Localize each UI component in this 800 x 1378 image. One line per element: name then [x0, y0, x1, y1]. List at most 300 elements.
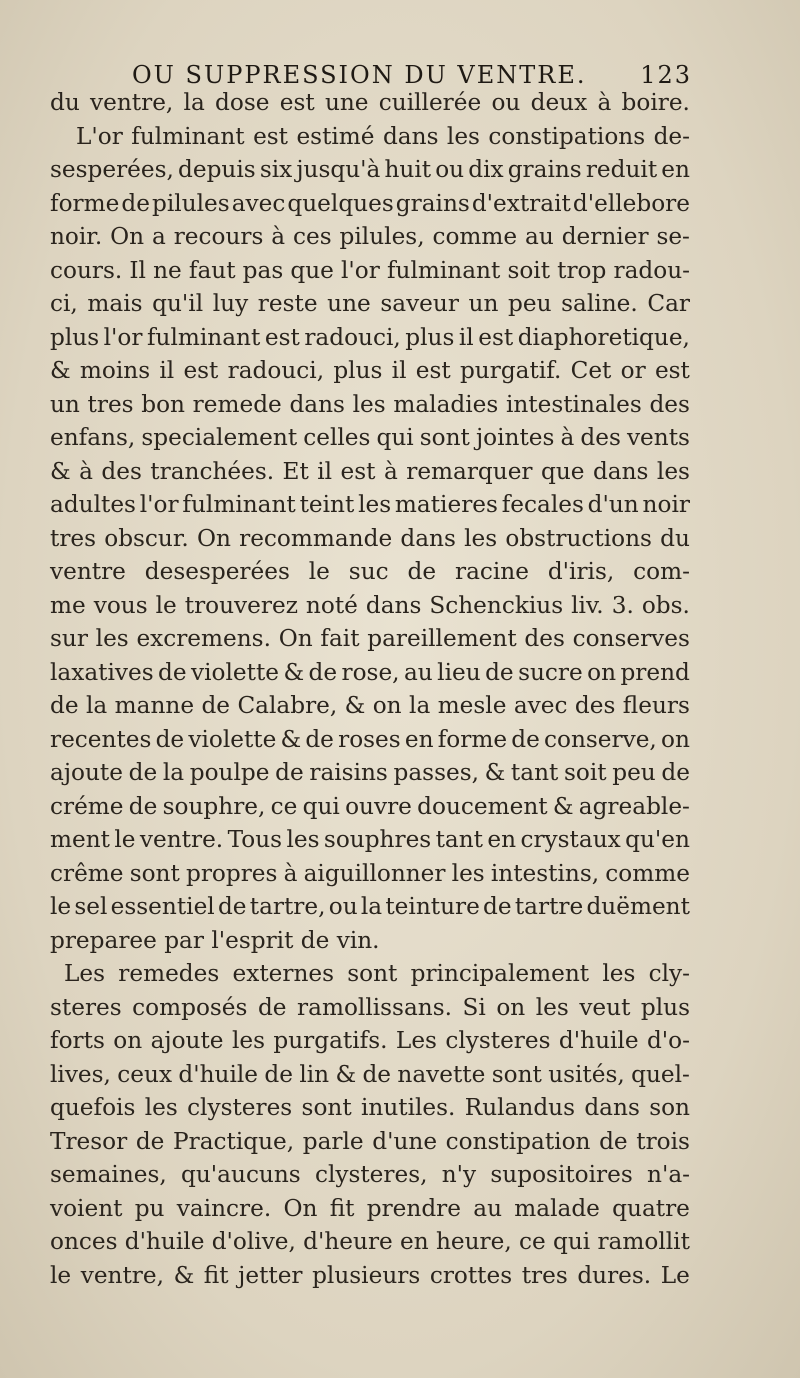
- word: sont: [129, 859, 180, 887]
- word: tant: [435, 826, 484, 853]
- word: de: [308, 658, 338, 686]
- word: trois: [636, 1127, 690, 1155]
- word: l'or: [139, 491, 179, 518]
- word: en: [400, 1228, 429, 1255]
- word: les: [535, 993, 569, 1021]
- word: &: [280, 725, 302, 753]
- word: Practique,: [173, 1127, 295, 1155]
- word: sel: [74, 893, 108, 920]
- word: l'or: [340, 256, 380, 284]
- word: de: [599, 1127, 628, 1155]
- word: d'o-: [646, 1027, 690, 1054]
- word: com-: [633, 558, 690, 585]
- text-line: [50, 254, 690, 288]
- word: depuis: [178, 156, 256, 183]
- word: est: [183, 357, 219, 384]
- word: &: [50, 457, 71, 485]
- word: au: [525, 223, 554, 250]
- word: jointes: [475, 424, 555, 451]
- word: les: [231, 1027, 265, 1054]
- word: ramollissans.: [297, 993, 452, 1021]
- word: maladies: [393, 390, 499, 418]
- word: ventre: [50, 558, 126, 585]
- word: manne: [114, 692, 195, 719]
- word: liv.: [571, 591, 604, 619]
- word: des: [524, 625, 565, 652]
- word: à: [271, 223, 286, 250]
- word: adultes: [50, 491, 136, 518]
- word: rose,: [341, 658, 400, 686]
- word: dans: [365, 591, 422, 619]
- word: &: [50, 357, 71, 384]
- word: qu'en: [625, 826, 690, 853]
- word: d'huile: [558, 1027, 639, 1054]
- text-line: [50, 354, 690, 388]
- word: reduit: [585, 156, 658, 183]
- word: on: [113, 1027, 143, 1054]
- word: ventre.: [139, 826, 224, 853]
- word: On: [283, 1194, 318, 1222]
- word: peu: [612, 759, 656, 786]
- word: roses: [338, 725, 401, 753]
- word: externes: [232, 960, 334, 987]
- word: lieu: [437, 658, 481, 686]
- word: en: [661, 156, 690, 183]
- word: trop: [557, 256, 607, 284]
- word: la: [360, 893, 383, 920]
- word: grains: [395, 189, 470, 217]
- word: dix: [468, 156, 504, 183]
- word: forts: [50, 1027, 105, 1054]
- word: violette: [191, 658, 280, 686]
- word: un: [50, 390, 80, 418]
- word: dans: [584, 1094, 640, 1121]
- text-line: [50, 1225, 690, 1259]
- word: il: [391, 357, 407, 384]
- word: les: [446, 122, 480, 150]
- word: de: [485, 658, 514, 686]
- word: d'ellebore: [572, 189, 690, 217]
- word: veut: [579, 993, 631, 1021]
- word: ce: [270, 792, 298, 820]
- word: on: [660, 725, 690, 753]
- word: Les: [64, 960, 106, 987]
- word: obstructions: [505, 524, 652, 552]
- word: n'y: [441, 1161, 477, 1188]
- word: d'iris,: [547, 558, 615, 585]
- word: souphres: [323, 826, 432, 853]
- word: suc: [348, 558, 389, 585]
- word: noté: [305, 591, 358, 619]
- text-line: [50, 455, 690, 489]
- word: des: [574, 692, 616, 719]
- word: crottes: [429, 1261, 513, 1289]
- word: jusqu'à: [296, 156, 381, 183]
- word: comme: [605, 859, 690, 887]
- word: Car: [647, 290, 690, 317]
- word: fit: [329, 1194, 355, 1222]
- word: enfans,: [50, 424, 136, 451]
- word: dans: [400, 524, 456, 552]
- word: qu'aucuns: [181, 1161, 301, 1188]
- word: plus: [50, 323, 100, 351]
- word: vaincre.: [176, 1194, 272, 1222]
- word: la: [85, 692, 108, 719]
- word: on: [496, 993, 526, 1021]
- word: dose: [215, 89, 270, 116]
- word: tartre: [514, 893, 584, 920]
- word: créme: [50, 792, 124, 820]
- word: ventre,: [90, 89, 174, 116]
- word: quefois: [50, 1094, 136, 1121]
- word: pas: [242, 256, 284, 284]
- text-line: [50, 86, 690, 120]
- word: sucre: [518, 658, 583, 686]
- word: tant: [510, 759, 559, 786]
- word: desesperées: [144, 558, 290, 585]
- word: fleurs: [622, 692, 690, 719]
- word: deux: [530, 89, 588, 116]
- text-line: [50, 1158, 690, 1192]
- word: d'huile: [124, 1228, 205, 1255]
- word: du: [50, 89, 80, 116]
- word: ventre,: [80, 1261, 164, 1289]
- word: de-: [653, 122, 690, 150]
- word: fecales: [501, 491, 584, 518]
- word: onces: [50, 1228, 118, 1255]
- word: dans: [289, 390, 345, 418]
- word: qui: [376, 424, 414, 451]
- word: pilules,: [339, 223, 425, 250]
- word: usités,: [548, 1060, 625, 1088]
- word: des: [580, 424, 621, 451]
- word: radouci,: [304, 323, 401, 351]
- word: fulminant: [131, 122, 245, 150]
- word: en: [404, 725, 434, 753]
- word: tres: [50, 524, 97, 552]
- word: propres: [185, 859, 278, 887]
- word: pareillement: [367, 625, 517, 652]
- word: ces: [293, 223, 332, 250]
- word: me: [50, 591, 86, 619]
- word: raisins: [309, 759, 388, 786]
- word: ou: [328, 893, 358, 920]
- word: mesle: [437, 692, 507, 719]
- word: L'or: [76, 122, 123, 150]
- word: de: [50, 692, 79, 719]
- text-line: [50, 957, 690, 991]
- word: de: [135, 1127, 165, 1155]
- word: ou: [435, 156, 465, 183]
- word: diaphoretique,: [517, 323, 690, 351]
- word: la: [162, 759, 185, 786]
- word: Tresor: [50, 1127, 128, 1155]
- word: d'une: [372, 1127, 438, 1155]
- text-line: [50, 756, 690, 790]
- word: aiguillonner: [303, 859, 446, 887]
- word: clysteres: [187, 1094, 293, 1121]
- word: reste: [257, 290, 318, 317]
- word: saline.: [561, 290, 638, 317]
- word: estimé: [296, 122, 375, 150]
- word: conserve,: [544, 725, 657, 753]
- word: clysteres,: [314, 1161, 428, 1188]
- word: on: [587, 658, 617, 686]
- word: la: [409, 692, 431, 719]
- word: Schenckius: [429, 591, 564, 619]
- word: saveur: [380, 290, 459, 317]
- word: quelques: [287, 189, 394, 217]
- word: lives,: [50, 1060, 111, 1088]
- word: sur: [50, 625, 88, 652]
- word: remedes: [118, 960, 220, 987]
- word: On: [278, 625, 313, 652]
- word: il: [317, 457, 333, 485]
- word: sont: [419, 424, 470, 451]
- word: &: [173, 1261, 195, 1289]
- text-line: [50, 287, 690, 321]
- word: à: [560, 424, 575, 451]
- word: est: [478, 323, 514, 351]
- word: ouvre: [345, 792, 412, 820]
- word: inutiles.: [361, 1094, 456, 1121]
- word: recentes: [50, 725, 152, 753]
- word: ajoute: [150, 1027, 224, 1054]
- word: sont: [301, 1094, 352, 1121]
- word: prend: [620, 658, 690, 686]
- word: Il: [129, 256, 146, 284]
- word: plus: [405, 323, 455, 351]
- word: de: [128, 792, 158, 820]
- word: celles: [303, 424, 371, 451]
- word: qu'il: [152, 290, 204, 317]
- word: bon: [141, 390, 185, 418]
- word: ci,: [50, 290, 78, 317]
- word: teinture: [385, 893, 480, 920]
- text-line: [50, 220, 690, 254]
- word: de: [275, 759, 304, 786]
- word: le: [155, 591, 177, 619]
- text-line: [50, 1091, 690, 1125]
- word: purgatifs.: [273, 1027, 388, 1054]
- text-line: [50, 890, 690, 924]
- word: &: [344, 692, 366, 719]
- word: On: [110, 223, 145, 250]
- word: d'extrait: [471, 189, 571, 217]
- word: souphre,: [162, 792, 266, 820]
- word: forme: [437, 725, 508, 753]
- word: les: [144, 1094, 178, 1121]
- word: cours.: [50, 256, 123, 284]
- word: heure,: [435, 1228, 512, 1255]
- word: radou-: [613, 256, 690, 284]
- running-title: OU SUPPRESSION DU VENTRE.: [132, 61, 587, 89]
- word: est: [253, 122, 289, 150]
- word: une: [327, 290, 371, 317]
- word: tartre,: [249, 893, 326, 920]
- word: Rulandus: [464, 1094, 576, 1121]
- text-line: [50, 388, 690, 422]
- word: dans: [592, 457, 649, 485]
- word: jetter: [238, 1261, 303, 1289]
- word: peu: [508, 290, 552, 317]
- word: d'un: [587, 491, 639, 518]
- word: Cet: [570, 357, 612, 384]
- word: fulminant: [146, 323, 261, 351]
- word: duëment: [586, 893, 690, 920]
- word: purgatif.: [459, 357, 562, 384]
- word: &: [552, 792, 574, 820]
- word: les: [451, 859, 485, 887]
- word: du: [660, 524, 690, 552]
- word: on: [372, 692, 402, 719]
- word: au: [403, 658, 433, 686]
- word: radouci,: [227, 357, 325, 384]
- word: qui: [302, 792, 340, 820]
- word: en: [487, 826, 517, 853]
- word: à: [79, 457, 93, 485]
- word: Si: [462, 993, 486, 1021]
- word: noir: [642, 491, 690, 518]
- word: prendre: [366, 1194, 461, 1222]
- word: des: [101, 457, 142, 485]
- word: qui: [553, 1228, 591, 1255]
- word: voient: [50, 1194, 123, 1222]
- word: obscur.: [104, 524, 189, 552]
- word: remede: [192, 390, 282, 418]
- word: recommande: [239, 524, 393, 552]
- word: fulminant: [386, 256, 501, 284]
- word: plus: [640, 993, 690, 1021]
- page-number: 123: [640, 61, 692, 89]
- word: crême: [50, 859, 124, 887]
- text-line: [50, 723, 690, 757]
- word: de: [661, 759, 690, 786]
- word: il: [159, 357, 175, 384]
- word: avec: [231, 189, 286, 217]
- word: de: [217, 893, 247, 920]
- word: Tous: [227, 826, 283, 853]
- text-line: [50, 622, 690, 656]
- word: les: [656, 457, 690, 485]
- word: luy: [212, 290, 249, 317]
- text-line: [50, 555, 690, 589]
- word: conserves: [572, 625, 690, 652]
- word: cuillerée: [378, 89, 482, 116]
- word: la: [183, 89, 205, 116]
- word: malade: [514, 1194, 600, 1222]
- word: fit: [203, 1261, 229, 1289]
- word: de: [158, 658, 187, 686]
- word: que: [290, 256, 334, 284]
- word: est: [264, 323, 300, 351]
- word: clysteres: [445, 1027, 551, 1054]
- word: une: [324, 89, 369, 116]
- word: quatre: [612, 1194, 690, 1222]
- word: grains: [507, 156, 582, 183]
- word: est: [279, 89, 315, 116]
- text-line: [50, 421, 690, 455]
- word: tres: [87, 390, 134, 418]
- word: de: [121, 189, 150, 217]
- word: dernier: [561, 223, 649, 250]
- word: de: [483, 893, 512, 920]
- word: n'a-: [647, 1161, 690, 1188]
- word: d'olive,: [211, 1228, 296, 1255]
- body-text: [50, 86, 690, 1292]
- word: les: [352, 390, 386, 418]
- word: matieres: [394, 491, 498, 518]
- word: de: [407, 558, 437, 585]
- word: crystaux: [520, 826, 621, 853]
- word: or: [620, 357, 646, 384]
- word: ment: [50, 826, 110, 853]
- text-line: [50, 790, 690, 824]
- word: supositoires: [490, 1161, 633, 1188]
- word: moins: [79, 357, 151, 384]
- word: ramollit: [597, 1228, 690, 1255]
- text-line: [50, 656, 690, 690]
- word: specialement: [141, 424, 298, 451]
- word: ceux: [117, 1060, 173, 1088]
- word: teint: [299, 491, 355, 518]
- word: mais: [87, 290, 143, 317]
- word: forme: [50, 189, 120, 217]
- word: le: [308, 558, 330, 585]
- word: comme: [432, 223, 518, 250]
- word: est: [654, 357, 690, 384]
- word: se-: [656, 223, 690, 250]
- word: passes,: [393, 759, 479, 786]
- word: d'huile: [178, 1060, 259, 1088]
- word: soit: [563, 759, 607, 786]
- word: quel-: [631, 1060, 690, 1088]
- word: faut: [188, 256, 236, 284]
- word: intestinales: [505, 390, 642, 418]
- word: soit: [507, 256, 551, 284]
- word: avec: [513, 692, 568, 719]
- text-line: [50, 1058, 690, 1092]
- word: parle: [302, 1127, 364, 1155]
- word: ajoute: [50, 759, 123, 786]
- word: On: [196, 524, 231, 552]
- word: l'or: [103, 323, 143, 351]
- word: de: [128, 759, 158, 786]
- word: les: [602, 960, 636, 987]
- word: ou: [491, 89, 521, 116]
- word: Les: [395, 1027, 437, 1054]
- text-line: [50, 1192, 690, 1226]
- word: plus: [333, 357, 383, 384]
- word: intestins,: [490, 859, 600, 887]
- word: navette: [397, 1060, 486, 1088]
- word: est: [415, 357, 451, 384]
- word: au: [473, 1194, 503, 1222]
- word: huit: [384, 156, 432, 183]
- word: fait: [320, 625, 360, 652]
- text-line: [50, 689, 690, 723]
- word: le: [50, 893, 72, 920]
- word: six: [259, 156, 293, 183]
- word: pu: [134, 1194, 165, 1222]
- word: de: [155, 725, 185, 753]
- text-line: [50, 857, 690, 891]
- word: agreable-: [578, 792, 690, 820]
- word: ce: [519, 1228, 546, 1255]
- word: Calabre,: [237, 692, 338, 719]
- text-line: [50, 991, 690, 1025]
- word: composés: [132, 993, 248, 1021]
